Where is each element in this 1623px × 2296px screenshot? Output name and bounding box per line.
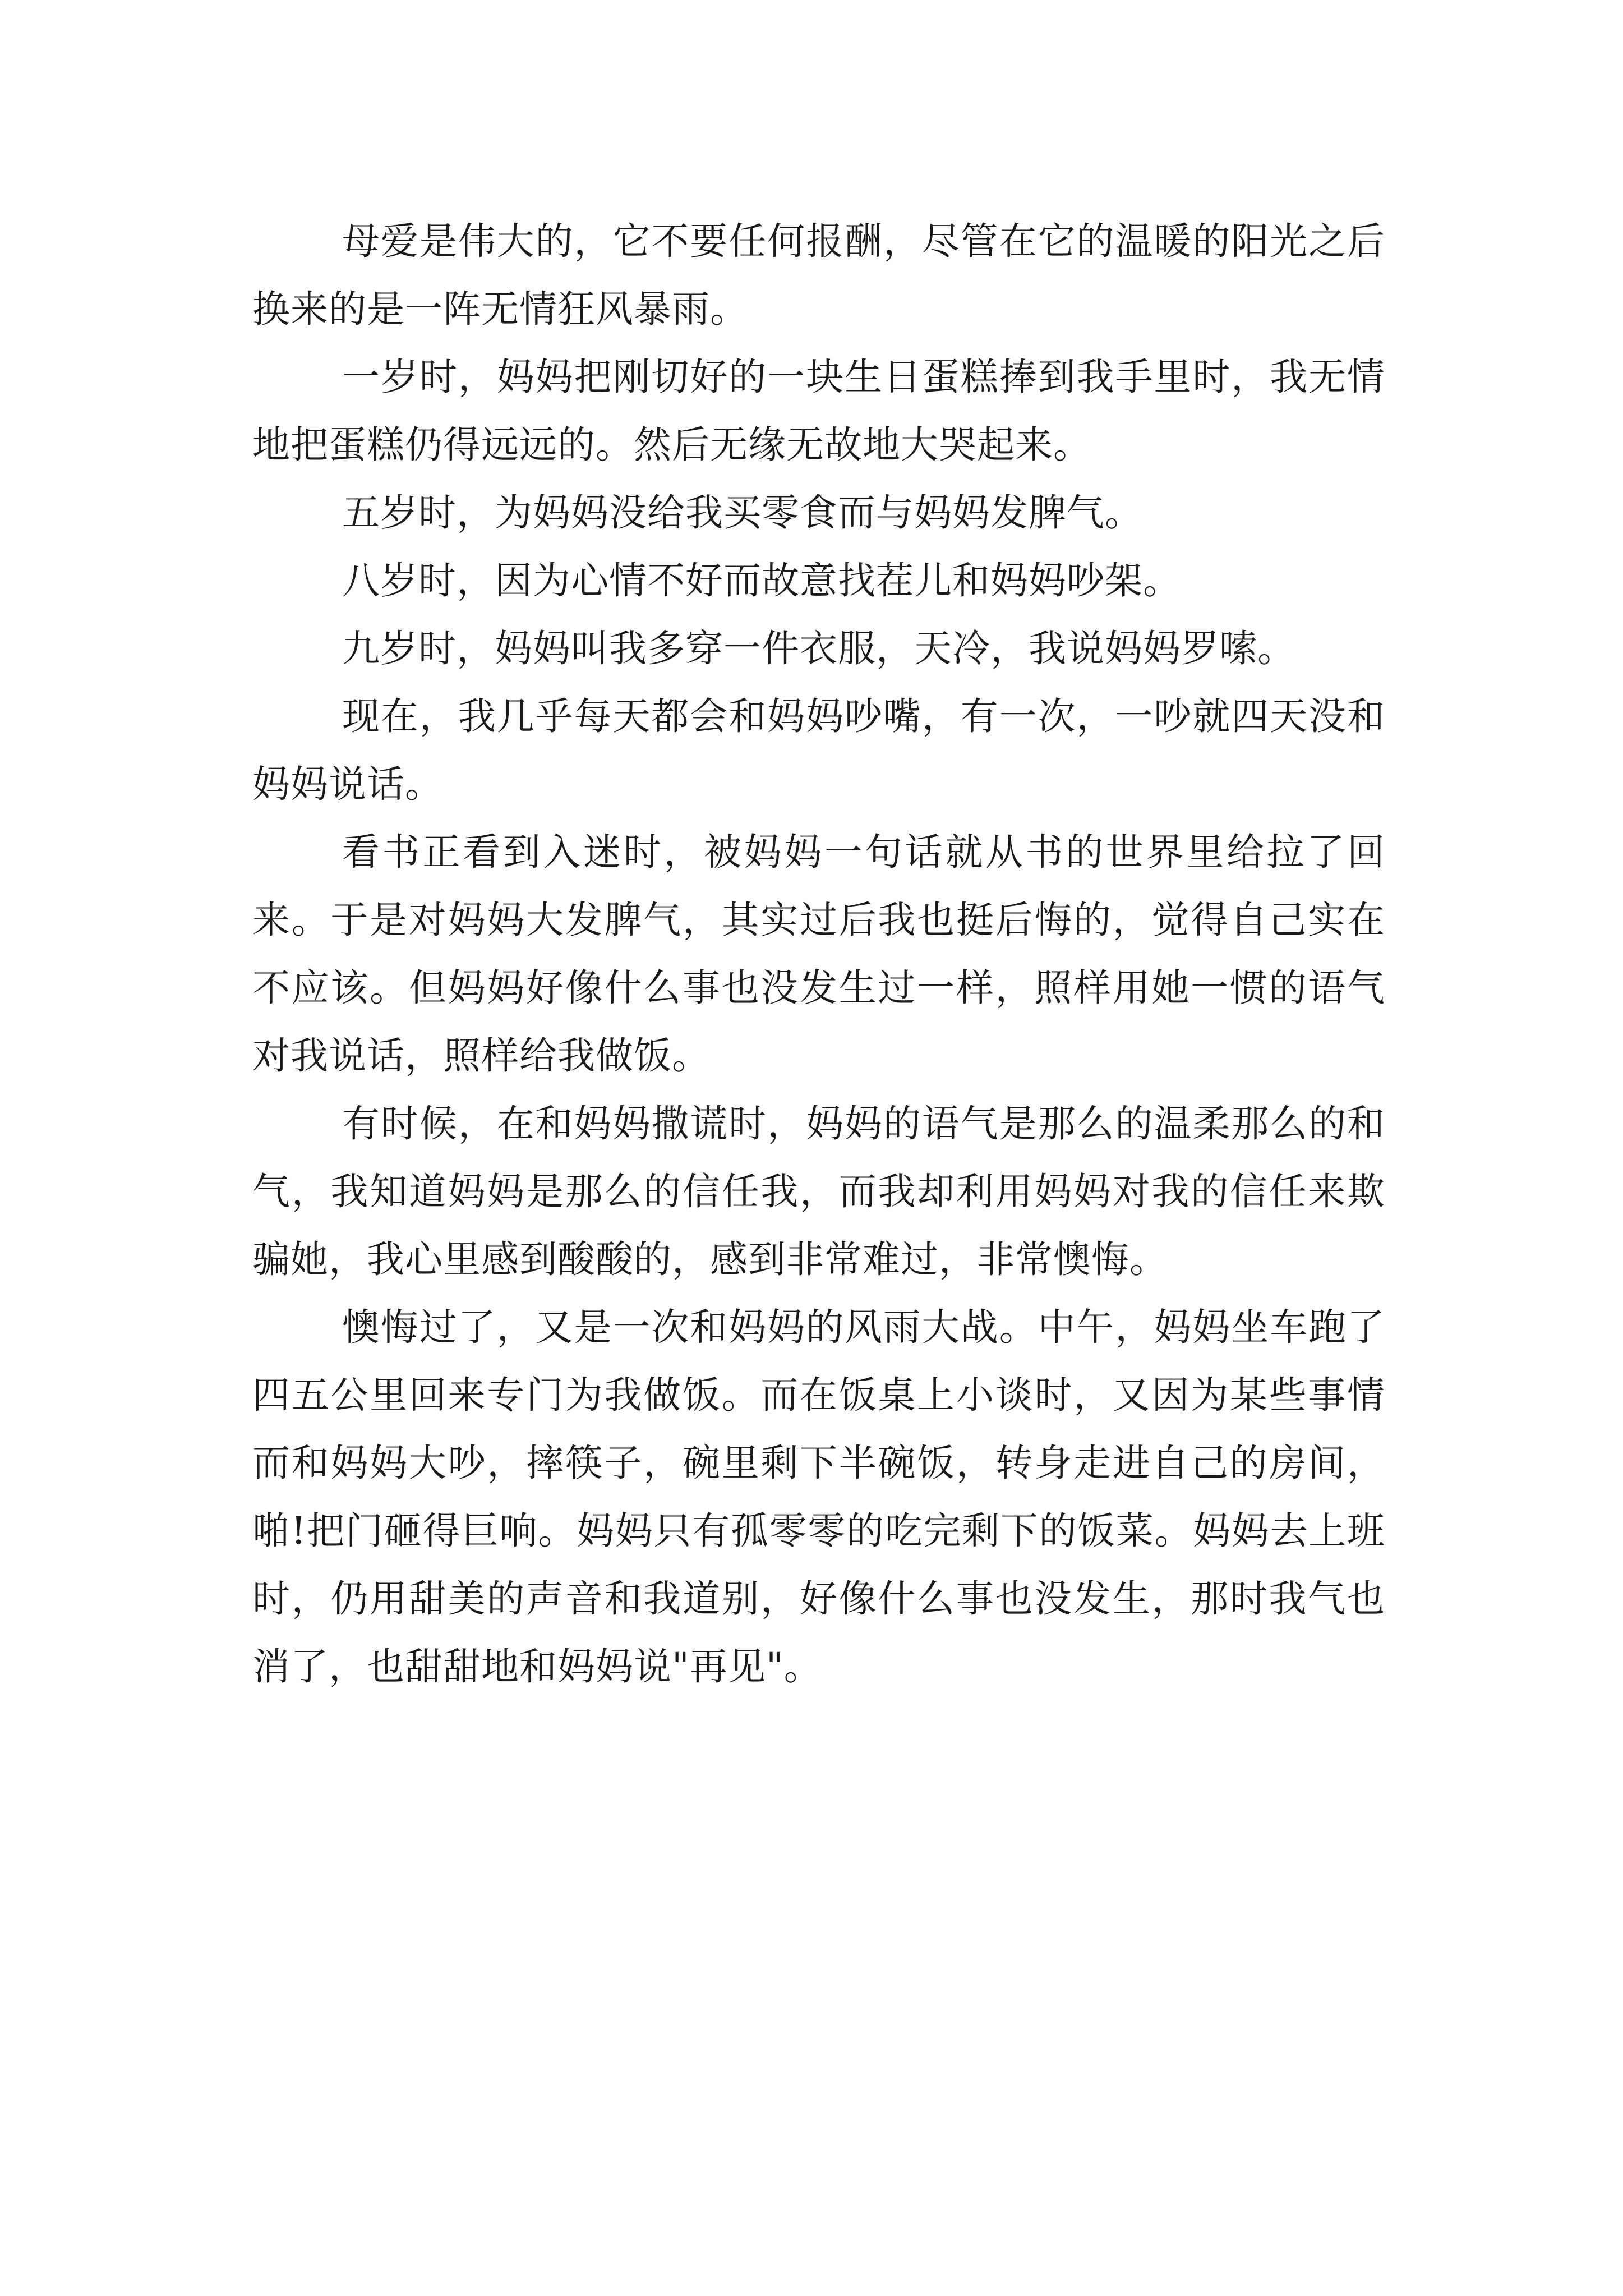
paragraph: 看书正看到入迷时，被妈妈一句话就从书的世界里给拉了回来。于是对妈妈大发脾气，其实过后我也挺后悔的，觉得自己实在不应该。但妈妈好像什么事也没发生过一样，照样用她一惯的语气对我说话，照样给我做饭。	[252, 830, 1385, 1078]
paragraph: 有时候，在和妈妈撒谎时，妈妈的语气是那么的温柔那么的和气，我知道妈妈是那么的信任我，而我却利用妈妈对我的信任来欺骗她，我心里感到酸酸的，感到非常难过，非常懊悔。	[252, 1102, 1385, 1281]
paragraph: 母爱是伟大的，它不要任何报酬，尽管在它的温暖的阳光之后换来的是一阵无情狂风暴雨。	[252, 219, 1385, 331]
paragraph: 五岁时，为妈妈没给我买零食而与妈妈发脾气。	[342, 491, 1143, 535]
paragraph: 八岁时，因为心情不好而故意找茬儿和妈妈吵架。	[342, 559, 1181, 602]
document-body	[252, 208, 1385, 1701]
paragraph: 九岁时，妈妈叫我多穿一件衣服，天冷，我说妈妈罗嗦。	[342, 627, 1295, 670]
paragraph: 懊悔过了，又是一次和妈妈的风雨大战。中午，妈妈坐车跑了四五公里回来专门为我做饭。而在饭桌上小谈时，又因为某些事情而和妈妈大吵，摔筷子，碗里剩下半碗饭，转身走进自己的房间，啪!把门砸得巨响。妈妈只有孤零零的吃完剩下的饭菜。妈妈去上班时，仍用甜美的声音和我道别，好像什么事也没发生，那时我气也消了，也甜甜地和妈妈说"再见"。	[252, 1305, 1385, 1688]
paragraph: 现在，我几乎每天都会和妈妈吵嘴，有一次，一吵就四天没和妈妈说话。	[252, 694, 1385, 806]
paragraph: 一岁时，妈妈把刚切好的一块生日蛋糕捧到我手里时，我无情地把蛋糕仍得远远的。然后无缘无故地大哭起来。	[252, 355, 1385, 467]
